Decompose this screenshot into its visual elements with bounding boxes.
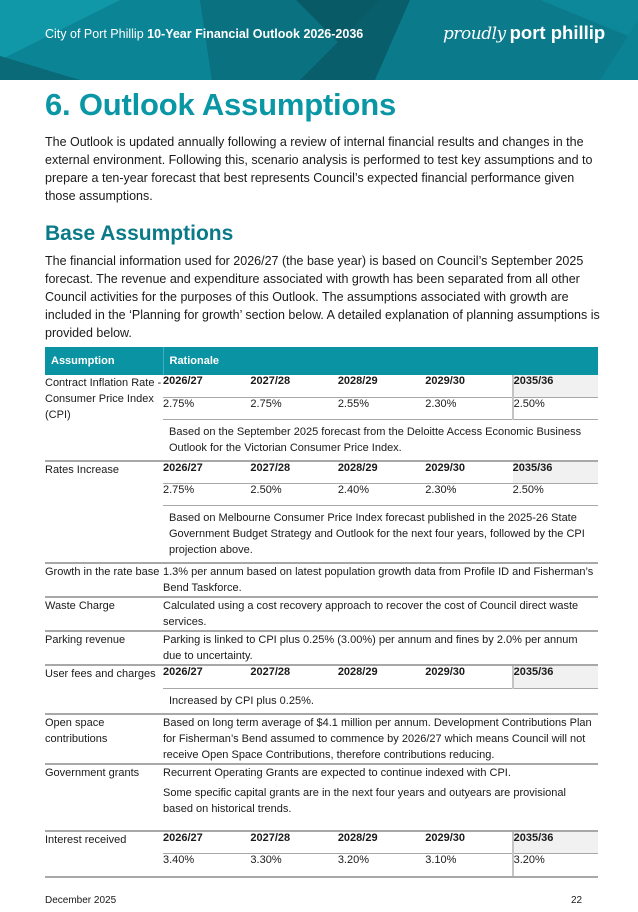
year-header: 2027/28: [250, 462, 337, 484]
table-row: [45, 665, 598, 714]
assumption-label: Open space contributions: [45, 714, 163, 764]
assumption-label: Rates Increase: [45, 461, 163, 564]
year-header: 2028/29: [338, 832, 425, 854]
year-header: 2026/27: [163, 462, 250, 484]
year-value: 2.50%: [513, 397, 598, 419]
year-values-table: [163, 666, 598, 689]
footer-date: December 2025: [45, 895, 117, 906]
year-value: 2.50%: [513, 484, 598, 506]
table-row: [45, 597, 598, 631]
rationale-cell: [163, 461, 598, 564]
rationale-cell: [163, 665, 598, 714]
rationale-paragraph: Based on the September 2025 forecast from the Deloitte Access Economic Business Outlook for the Victorian Consumer Price Index.: [169, 425, 582, 454]
page-title: 6. Outlook Assumptions: [45, 87, 396, 122]
table-row: [45, 764, 598, 817]
assumption-label: Waste Charge: [45, 597, 163, 631]
rationale-text: [163, 506, 598, 562]
year-value: 2.40%: [338, 484, 425, 506]
assumption-label: Interest received: [45, 831, 163, 877]
header-banner: [0, 0, 638, 80]
year-value: 2.30%: [425, 397, 512, 419]
year-header: 2028/29: [338, 462, 425, 484]
assumption-label: Growth in the rate base: [45, 563, 163, 597]
section-heading: Base Assumptions: [45, 222, 234, 245]
rationale-text: Based on long term average of $4.1 million per annum. Development Contributions Plan for Fisherman’s Bend assumed to commence by 2026/27 which means Council will not receive Open Space Contributions, therefore contributions reducing.: [163, 714, 598, 764]
rationale-cell: [163, 831, 598, 877]
year-header: 2029/30: [425, 666, 512, 688]
year-value: 2.55%: [338, 397, 425, 419]
year-values-table: [163, 832, 598, 876]
rationale-paragraph: Based on Melbourne Consumer Price Index forecast published in the 2025-26 State Government Budget Strategy and Outlook for the next four years, followed by the CPI projection above.: [169, 512, 585, 556]
assumption-label: Contract Inflation Rate - Consumer Price Index (CPI): [45, 375, 163, 461]
logo-bold-text: port phillip: [509, 22, 606, 43]
footer-page-number: 22: [571, 895, 583, 906]
rationale-cell: [163, 375, 598, 461]
document-title: [45, 27, 363, 41]
year-header: 2035/36: [513, 462, 598, 484]
year-header: 2026/27: [163, 375, 250, 397]
assumption-label: Parking revenue: [45, 631, 163, 665]
table-row: [45, 375, 598, 461]
logo-script-text: proudly: [443, 24, 506, 44]
rationale-text: Parking is linked to CPI plus 0.25% (3.00%) per annum and fines by 2.0% per annum due to uncertainty.: [163, 631, 598, 665]
assumption-label: User fees and charges: [45, 665, 163, 714]
year-value: 2.75%: [163, 484, 250, 506]
rationale-paragraph: Some specific capital grants are in the next four years and outyears are provisional based on historical trends.: [163, 786, 566, 815]
section-paragraph: The financial information used for 2026/27 (the base year) is based on Council’s September 2025 forecast. The revenue and expenditure associated with growth has been separated from all other Council activities for the purposes of this Outlook. The assumptions associated with growth are included in the ‘Planning for growth’ section below. A detailed explanation of planning assumptions is provided below.: [45, 254, 600, 340]
year-header: 2027/28: [250, 666, 337, 688]
year-value: 3.40%: [163, 854, 195, 866]
rationale-paragraph: Recurrent Operating Grants are expected to continue indexed with CPI.: [163, 766, 511, 779]
rationale-text: [163, 689, 598, 713]
spacer-row: [45, 817, 598, 831]
year-header: 2029/30: [425, 462, 512, 484]
year-header: 2035/36: [513, 666, 598, 688]
year-header: 2035/36: [513, 375, 598, 397]
rationale-paragraph: Increased by CPI plus 0.25%.: [169, 694, 314, 707]
rationale-text: Calculated using a cost recovery approach to recover the cost of Council direct waste services.: [163, 597, 598, 631]
port-phillip-logo: [443, 22, 605, 44]
column-header-assumption: Assumption: [45, 347, 163, 375]
column-header-rationale: Rationale: [163, 347, 598, 375]
rationale-text: [163, 764, 598, 817]
year-header: 2029/30: [425, 832, 512, 854]
intro-paragraph: The Outlook is updated annually following a review of internal financial results and changes in the external environment. Following this, scenario analysis is performed to test key assumptions and to prepare a ten-year forecast that best represents Council’s expected financial performance given those assumptions.: [45, 135, 593, 203]
year-header: 2028/29: [338, 375, 425, 397]
rationale-text: [163, 420, 598, 460]
rationale-text: 1.3% per annum based on latest population growth data from Profile ID and Fisherman’s Bend Taskforce.: [163, 563, 598, 597]
table-row: [45, 714, 598, 764]
year-values-table: [163, 375, 598, 420]
year-value: 3.30%: [250, 854, 282, 866]
document-title-bold: 10-Year Financial Outlook 2026-2036: [147, 27, 364, 41]
year-value: 2.75%: [163, 397, 250, 419]
table-row: [45, 831, 598, 877]
year-header: 2027/28: [250, 375, 337, 397]
year-header: 2028/29: [338, 666, 425, 688]
year-value: 2.30%: [425, 484, 512, 506]
year-header: 2026/27: [163, 666, 250, 688]
assumptions-table: [45, 347, 598, 878]
document-title-prefix: City of Port Phillip: [45, 27, 144, 41]
year-value: 3.20%: [513, 854, 598, 876]
table-row: [45, 461, 598, 564]
year-value: 2.75%: [250, 397, 337, 419]
assumption-label: Government grants: [45, 766, 140, 779]
table-row: [45, 631, 598, 665]
year-value: 3.20%: [337, 854, 370, 866]
year-header: 2027/28: [250, 832, 337, 854]
year-value: 3.10%: [425, 854, 457, 866]
year-values-table: [163, 462, 598, 507]
year-value: 2.50%: [250, 484, 337, 506]
table-header-row: [45, 347, 598, 375]
year-header: 2035/36: [513, 832, 598, 854]
table-row: [45, 563, 598, 597]
year-header: 2026/27: [163, 832, 250, 854]
year-header: 2029/30: [425, 375, 512, 397]
